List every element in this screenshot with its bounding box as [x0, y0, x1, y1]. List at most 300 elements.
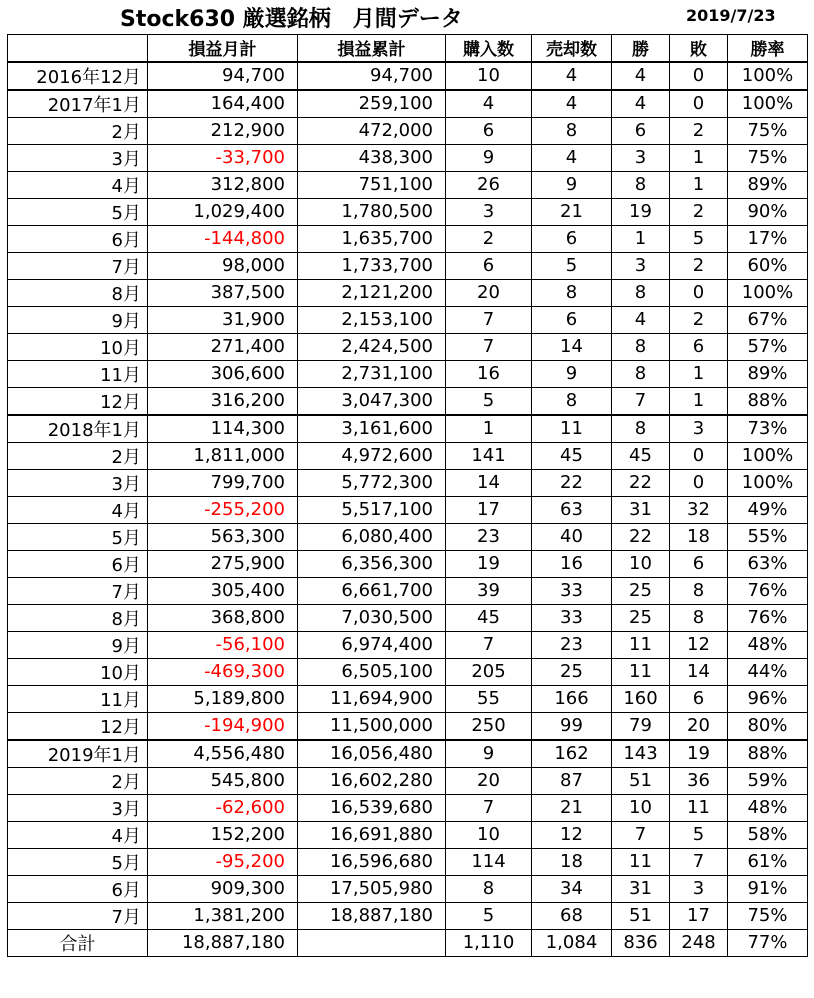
monthly-pl-cell: -194,900: [148, 712, 298, 740]
losses-cell: 2: [670, 198, 728, 225]
wins-cell: 25: [612, 604, 670, 631]
total-cumulative-pl-cell: [298, 929, 446, 956]
table-row: [8, 658, 808, 685]
losses-cell: 0: [670, 90, 728, 118]
bought-count-cell: 17: [446, 496, 532, 523]
month-cell: 2016年12月: [8, 62, 148, 90]
table-row: [8, 875, 808, 902]
table-row: [8, 821, 808, 848]
sold-count-cell: 14: [532, 333, 612, 360]
win-rate-cell: 88%: [728, 740, 808, 768]
win-rate-cell: 75%: [728, 117, 808, 144]
bought-count-cell: 45: [446, 604, 532, 631]
month-cell: 2月: [8, 442, 148, 469]
sold-count-cell: 9: [532, 171, 612, 198]
cumulative-pl-cell: 751,100: [298, 171, 446, 198]
wins-cell: 45: [612, 442, 670, 469]
losses-cell: 19: [670, 740, 728, 768]
cumulative-pl-cell: 2,153,100: [298, 306, 446, 333]
month-cell: 2017年1月: [8, 90, 148, 118]
table-row: [8, 279, 808, 306]
wins-cell: 8: [612, 279, 670, 306]
cumulative-pl-cell: 16,056,480: [298, 740, 446, 768]
monthly-pl-cell: 275,900: [148, 550, 298, 577]
monthly-pl-cell: -469,300: [148, 658, 298, 685]
win-rate-cell: 67%: [728, 306, 808, 333]
table-row: [8, 523, 808, 550]
bought-count-cell: 141: [446, 442, 532, 469]
wins-cell: 31: [612, 496, 670, 523]
cumulative-pl-cell: 16,539,680: [298, 794, 446, 821]
cumulative-pl-cell: 2,121,200: [298, 279, 446, 306]
win-rate-cell: 76%: [728, 604, 808, 631]
win-rate-cell: 100%: [728, 469, 808, 496]
losses-cell: 3: [670, 415, 728, 443]
wins-cell: 4: [612, 90, 670, 118]
monthly-pl-cell: 31,900: [148, 306, 298, 333]
table-body: [8, 62, 808, 957]
table-row: [8, 225, 808, 252]
total-label-cell: 合計: [8, 929, 148, 956]
win-rate-cell: 57%: [728, 333, 808, 360]
total-sold-cell: 1,084: [532, 929, 612, 956]
table-row: [8, 631, 808, 658]
table-row: [8, 577, 808, 604]
sold-count-cell: 16: [532, 550, 612, 577]
monthly-pl-header: 損益月計: [148, 35, 298, 62]
sold-count-cell: 25: [532, 658, 612, 685]
sold-count-cell: 166: [532, 685, 612, 712]
losses-cell: 0: [670, 279, 728, 306]
bought-count-cell: 8: [446, 875, 532, 902]
table-row: [8, 333, 808, 360]
cumulative-pl-cell: 472,000: [298, 117, 446, 144]
month-cell: 5月: [8, 523, 148, 550]
wins-cell: 19: [612, 198, 670, 225]
win-rate-cell: 59%: [728, 767, 808, 794]
wins-cell: 3: [612, 144, 670, 171]
month-cell: 6月: [8, 225, 148, 252]
losses-cell: 17: [670, 902, 728, 929]
monthly-pl-cell: -62,600: [148, 794, 298, 821]
table-row: [8, 252, 808, 279]
monthly-pl-cell: 306,600: [148, 360, 298, 387]
sold-count-cell: 45: [532, 442, 612, 469]
sold-count-cell: 5: [532, 252, 612, 279]
monthly-pl-cell: 316,200: [148, 387, 298, 415]
wins-cell: 8: [612, 360, 670, 387]
win-rate-cell: 17%: [728, 225, 808, 252]
sold-count-cell: 21: [532, 198, 612, 225]
month-cell: 7月: [8, 577, 148, 604]
table-row: [8, 90, 808, 118]
sold-count-cell: 18: [532, 848, 612, 875]
monthly-pl-cell: 271,400: [148, 333, 298, 360]
cumulative-pl-cell: 4,972,600: [298, 442, 446, 469]
losses-cell: 18: [670, 523, 728, 550]
win-rate-cell: 89%: [728, 171, 808, 198]
month-cell: 4月: [8, 496, 148, 523]
losses-cell: 11: [670, 794, 728, 821]
win-rate-cell: 100%: [728, 62, 808, 90]
monthly-pl-cell: 1,029,400: [148, 198, 298, 225]
sold-count-cell: 8: [532, 387, 612, 415]
win-rate-cell: 89%: [728, 360, 808, 387]
losses-cell: 2: [670, 117, 728, 144]
page-header: [0, 0, 814, 34]
win-rate-cell: 88%: [728, 387, 808, 415]
table-row: [8, 198, 808, 225]
sold-count-cell: 99: [532, 712, 612, 740]
bought-count-cell: 5: [446, 902, 532, 929]
bought-count-header: 購入数: [446, 35, 532, 62]
win-rate-cell: 76%: [728, 577, 808, 604]
month-cell: 5月: [8, 848, 148, 875]
win-rate-cell: 75%: [728, 902, 808, 929]
table-row: [8, 442, 808, 469]
losses-cell: 0: [670, 442, 728, 469]
table-row: [8, 62, 808, 90]
month-cell: 9月: [8, 306, 148, 333]
wins-cell: 10: [612, 794, 670, 821]
cumulative-pl-cell: 94,700: [298, 62, 446, 90]
wins-cell: 8: [612, 171, 670, 198]
cumulative-pl-cell: 3,047,300: [298, 387, 446, 415]
wins-cell: 8: [612, 415, 670, 443]
month-cell: 9月: [8, 631, 148, 658]
sold-count-header: 売却数: [532, 35, 612, 62]
sold-count-cell: 11: [532, 415, 612, 443]
win-rate-cell: 100%: [728, 442, 808, 469]
losses-cell: 1: [670, 144, 728, 171]
table-row: [8, 469, 808, 496]
bought-count-cell: 7: [446, 794, 532, 821]
losses-cell: 6: [670, 685, 728, 712]
cumulative-pl-cell: 2,424,500: [298, 333, 446, 360]
bought-count-cell: 23: [446, 523, 532, 550]
losses-cell: 12: [670, 631, 728, 658]
wins-cell: 143: [612, 740, 670, 768]
losses-cell: 8: [670, 604, 728, 631]
sold-count-cell: 12: [532, 821, 612, 848]
monthly-pl-cell: 5,189,800: [148, 685, 298, 712]
month-cell: 3月: [8, 469, 148, 496]
monthly-pl-cell: 387,500: [148, 279, 298, 306]
monthly-pl-cell: 114,300: [148, 415, 298, 443]
cumulative-pl-cell: 18,887,180: [298, 902, 446, 929]
sold-count-cell: 33: [532, 604, 612, 631]
bought-count-cell: 7: [446, 333, 532, 360]
wins-cell: 31: [612, 875, 670, 902]
cumulative-pl-cell: 5,772,300: [298, 469, 446, 496]
losses-cell: 36: [670, 767, 728, 794]
table-row: [8, 415, 808, 443]
cumulative-pl-cell: 1,780,500: [298, 198, 446, 225]
month-cell: 12月: [8, 712, 148, 740]
bought-count-cell: 20: [446, 767, 532, 794]
wins-cell: 6: [612, 117, 670, 144]
sold-count-cell: 22: [532, 469, 612, 496]
wins-cell: 10: [612, 550, 670, 577]
sold-count-cell: 6: [532, 225, 612, 252]
win-rate-cell: 44%: [728, 658, 808, 685]
sold-count-cell: 4: [532, 144, 612, 171]
win-rate-cell: 80%: [728, 712, 808, 740]
report-date: 2019/7/23: [686, 6, 776, 25]
losses-cell: 6: [670, 333, 728, 360]
monthly-pl-cell: -144,800: [148, 225, 298, 252]
monthly-pl-cell: 212,900: [148, 117, 298, 144]
total-losses-cell: 248: [670, 929, 728, 956]
losses-cell: 14: [670, 658, 728, 685]
win-rate-cell: 55%: [728, 523, 808, 550]
sold-count-cell: 33: [532, 577, 612, 604]
losses-cell: 2: [670, 252, 728, 279]
cumulative-pl-cell: 17,505,980: [298, 875, 446, 902]
table-row: [8, 740, 808, 768]
table-row: [8, 171, 808, 198]
bought-count-cell: 114: [446, 848, 532, 875]
wins-header: 勝: [612, 35, 670, 62]
month-cell: 12月: [8, 387, 148, 415]
month-cell: 8月: [8, 604, 148, 631]
month-column-header: [8, 35, 148, 62]
table-row: [8, 604, 808, 631]
total-monthly-pl-cell: 18,887,180: [148, 929, 298, 956]
month-cell: 11月: [8, 685, 148, 712]
cumulative-pl-cell: 5,517,100: [298, 496, 446, 523]
month-cell: 3月: [8, 794, 148, 821]
month-cell: 10月: [8, 333, 148, 360]
table-row: [8, 496, 808, 523]
losses-cell: 32: [670, 496, 728, 523]
cumulative-pl-cell: 6,505,100: [298, 658, 446, 685]
cumulative-pl-cell: 6,661,700: [298, 577, 446, 604]
month-cell: 3月: [8, 144, 148, 171]
wins-cell: 11: [612, 631, 670, 658]
cumulative-pl-cell: 16,602,280: [298, 767, 446, 794]
losses-cell: 7: [670, 848, 728, 875]
table-row: [8, 144, 808, 171]
wins-cell: 51: [612, 902, 670, 929]
wins-cell: 4: [612, 306, 670, 333]
monthly-data-table: [7, 34, 808, 957]
bought-count-cell: 10: [446, 62, 532, 90]
monthly-pl-cell: 545,800: [148, 767, 298, 794]
table-row: [8, 902, 808, 929]
bought-count-cell: 6: [446, 252, 532, 279]
total-win-rate-cell: 77%: [728, 929, 808, 956]
sold-count-cell: 9: [532, 360, 612, 387]
wins-cell: 51: [612, 767, 670, 794]
monthly-pl-cell: 563,300: [148, 523, 298, 550]
sold-count-cell: 21: [532, 794, 612, 821]
monthly-pl-cell: 312,800: [148, 171, 298, 198]
cumulative-pl-cell: 11,500,000: [298, 712, 446, 740]
monthly-pl-cell: 98,000: [148, 252, 298, 279]
wins-cell: 8: [612, 333, 670, 360]
sold-count-cell: 63: [532, 496, 612, 523]
monthly-pl-cell: -56,100: [148, 631, 298, 658]
win-rate-cell: 48%: [728, 631, 808, 658]
wins-cell: 4: [612, 62, 670, 90]
bought-count-cell: 7: [446, 306, 532, 333]
losses-cell: 8: [670, 577, 728, 604]
losses-cell: 20: [670, 712, 728, 740]
monthly-pl-cell: -33,700: [148, 144, 298, 171]
monthly-pl-cell: 94,700: [148, 62, 298, 90]
losses-cell: 1: [670, 171, 728, 198]
bought-count-cell: 6: [446, 117, 532, 144]
month-cell: 4月: [8, 171, 148, 198]
month-cell: 10月: [8, 658, 148, 685]
losses-cell: 5: [670, 225, 728, 252]
sold-count-cell: 87: [532, 767, 612, 794]
bought-count-cell: 5: [446, 387, 532, 415]
win-rate-cell: 63%: [728, 550, 808, 577]
bought-count-cell: 4: [446, 90, 532, 118]
wins-cell: 160: [612, 685, 670, 712]
monthly-pl-cell: 4,556,480: [148, 740, 298, 768]
sold-count-cell: 4: [532, 62, 612, 90]
losses-cell: 1: [670, 387, 728, 415]
table-row: [8, 387, 808, 415]
table-row: [8, 360, 808, 387]
bought-count-cell: 3: [446, 198, 532, 225]
bought-count-cell: 9: [446, 144, 532, 171]
sold-count-cell: 23: [532, 631, 612, 658]
win-rate-cell: 96%: [728, 685, 808, 712]
month-cell: 7月: [8, 252, 148, 279]
monthly-pl-cell: -95,200: [148, 848, 298, 875]
table-row: [8, 712, 808, 740]
losses-cell: 0: [670, 469, 728, 496]
win-rate-cell: 100%: [728, 90, 808, 118]
bought-count-cell: 205: [446, 658, 532, 685]
sold-count-cell: 4: [532, 90, 612, 118]
win-rate-cell: 49%: [728, 496, 808, 523]
page-title: Stock630 厳選銘柄 月間データ: [120, 7, 463, 32]
sold-count-cell: 6: [532, 306, 612, 333]
bought-count-cell: 2: [446, 225, 532, 252]
bought-count-cell: 14: [446, 469, 532, 496]
monthly-pl-cell: 799,700: [148, 469, 298, 496]
monthly-pl-cell: 909,300: [148, 875, 298, 902]
sold-count-cell: 8: [532, 117, 612, 144]
month-cell: 2018年1月: [8, 415, 148, 443]
monthly-pl-cell: 152,200: [148, 821, 298, 848]
losses-cell: 5: [670, 821, 728, 848]
table-row: [8, 306, 808, 333]
cumulative-pl-cell: 7,030,500: [298, 604, 446, 631]
wins-cell: 7: [612, 821, 670, 848]
monthly-pl-cell: 368,800: [148, 604, 298, 631]
total-row: [8, 929, 808, 956]
monthly-pl-cell: 1,381,200: [148, 902, 298, 929]
win-rate-cell: 100%: [728, 279, 808, 306]
win-rate-cell: 75%: [728, 144, 808, 171]
month-cell: 2月: [8, 117, 148, 144]
cumulative-pl-cell: 3,161,600: [298, 415, 446, 443]
cumulative-pl-cell: 2,731,100: [298, 360, 446, 387]
win-rate-cell: 73%: [728, 415, 808, 443]
monthly-pl-cell: 1,811,000: [148, 442, 298, 469]
cumulative-pl-cell: 6,356,300: [298, 550, 446, 577]
bought-count-cell: 19: [446, 550, 532, 577]
header-row: [8, 35, 808, 62]
win-rate-header: 勝率: [728, 35, 808, 62]
win-rate-cell: 61%: [728, 848, 808, 875]
table-row: [8, 117, 808, 144]
sold-count-cell: 68: [532, 902, 612, 929]
bought-count-cell: 7: [446, 631, 532, 658]
win-rate-cell: 48%: [728, 794, 808, 821]
win-rate-cell: 58%: [728, 821, 808, 848]
bought-count-cell: 250: [446, 712, 532, 740]
win-rate-cell: 91%: [728, 875, 808, 902]
cumulative-pl-header: 損益累計: [298, 35, 446, 62]
cumulative-pl-cell: 6,974,400: [298, 631, 446, 658]
bought-count-cell: 9: [446, 740, 532, 768]
monthly-pl-cell: 164,400: [148, 90, 298, 118]
sold-count-cell: 8: [532, 279, 612, 306]
bought-count-cell: 10: [446, 821, 532, 848]
cumulative-pl-cell: 1,733,700: [298, 252, 446, 279]
cumulative-pl-cell: 438,300: [298, 144, 446, 171]
month-cell: 8月: [8, 279, 148, 306]
losses-cell: 2: [670, 306, 728, 333]
wins-cell: 1: [612, 225, 670, 252]
month-cell: 7月: [8, 902, 148, 929]
losses-cell: 6: [670, 550, 728, 577]
monthly-pl-cell: -255,200: [148, 496, 298, 523]
sold-count-cell: 162: [532, 740, 612, 768]
wins-cell: 79: [612, 712, 670, 740]
cumulative-pl-cell: 16,691,880: [298, 821, 446, 848]
table-row: [8, 767, 808, 794]
losses-cell: 3: [670, 875, 728, 902]
bought-count-cell: 1: [446, 415, 532, 443]
wins-cell: 3: [612, 252, 670, 279]
win-rate-cell: 90%: [728, 198, 808, 225]
wins-cell: 11: [612, 658, 670, 685]
wins-cell: 11: [612, 848, 670, 875]
wins-cell: 22: [612, 469, 670, 496]
month-cell: 5月: [8, 198, 148, 225]
table-row: [8, 685, 808, 712]
losses-cell: 1: [670, 360, 728, 387]
cumulative-pl-cell: 1,635,700: [298, 225, 446, 252]
table-row: [8, 794, 808, 821]
cumulative-pl-cell: 11,694,900: [298, 685, 446, 712]
wins-cell: 7: [612, 387, 670, 415]
month-cell: 2月: [8, 767, 148, 794]
bought-count-cell: 20: [446, 279, 532, 306]
month-cell: 6月: [8, 875, 148, 902]
table-row: [8, 848, 808, 875]
sold-count-cell: 34: [532, 875, 612, 902]
losses-header: 敗: [670, 35, 728, 62]
month-cell: 11月: [8, 360, 148, 387]
wins-cell: 22: [612, 523, 670, 550]
bought-count-cell: 39: [446, 577, 532, 604]
bought-count-cell: 26: [446, 171, 532, 198]
cumulative-pl-cell: 16,596,680: [298, 848, 446, 875]
total-wins-cell: 836: [612, 929, 670, 956]
wins-cell: 25: [612, 577, 670, 604]
bought-count-cell: 16: [446, 360, 532, 387]
bought-count-cell: 55: [446, 685, 532, 712]
